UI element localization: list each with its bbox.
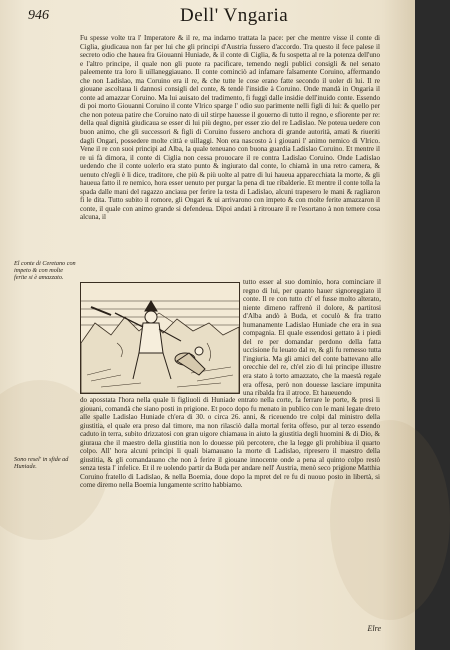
lower-text-block <box>80 396 380 606</box>
main-paragraph: Fu spesse volte tra l' Imperatore & il re, ma indarno trattata la pace: per che mentre visse il conte di Ciglia, giudicaua non far per lui che gli principi d'Austria fussero d'accordo. Tra questo il fece palese il secreto odio che hauea fra Giouanni Huniade, & il conte di Ciglia, & fu sospetta al re la potenza dell'uno e l'altro principe, il quale non gli puote ra pacificare, temendo negli publici consigli & nel senato paleemente tra loro li uillaneggiauano. Il conte cominciò ad infamare falsamente Coruino, affermando che non Ladislao, ma Coruino era il re, & che tutte le cose erano fatte secondo il uoler di lui. Il re giouane ascoltaua li dannosi consigli del conte, & tendè l'insidie à Coruino. Onde mandà in Ongaria il conte ad amazzar Coruino. Ma lui auisato del tradimento, fi fuggì dalle insidie dell'inuido conte. Essendo di poi morto Giouanni Coruino il conte Vlrico sparge l' odio suo parimente nelli figli di lui: & quello per che non poteua patire che Coruino nato di uil stirpe hauesse il gouerno di tutto il regno, e sfiorente per re: della qual dignità giudicaua se esser di lui più degno, per esser zio del re Ladislao. Ne poteua uedere con buon animo, che gli successori & figli di Coruino fussero anchora di grande autorità, amati & riueriti dagli Ongari, possedere molte città e uillaggi. Non era nascosto à i giouani l' animo nemico di Vlrico. Vene il re con suoi principi ad Alba, la quale teneuano con buona guardia Ladislao Coruino. Et mentre il re ui fà dimora, il conte di Ciglia non cessa prouocare il re contra Ladislao Coruino. Onde Ladislao uedendo che il conte uolerlo era stato punto & ingiurato dal conte, lo chiamà in una retro camera, & uenuto ch'egli è li dice, traditore, che più & più uolte al patre di lui haueua apparecchiata la morte, & gli haueua fatto il re nemico, hora esser uenuto per purgar la pena di tue ribalderie. Et mentre il conte tolla la spada dalle mani del ragazzo anciaua per ferire la testa di Ladislao, alcuni trapesero le mani & ragliaron fi le dita. Tutto subito il romore, gli Ongari & ui arrivarono con impeto & con molte ferite amazzaron il conte, il quale con animo grande si defendeua. Dipoi andati à ritrouare il re l'esortano à non temere cosa alcuna, il <box>80 34 380 222</box>
catchword: Elre <box>367 624 381 633</box>
page-title: Dell' Vngaria <box>180 5 289 26</box>
running-head <box>0 0 415 38</box>
page-number: 946 <box>28 8 49 23</box>
narrow-paragraph: tutto esser al suo dominio, hora cominciare il regno di lui, per quanto hauer signoreggiato il conte. Il re con tutto ch' el fusse molto alterato, niente dimeno raffrenò il dolore, & partitosi d'Alba andò à Buda, et coculò & fra tratto humanamente Ladislao Huniade che era in sua compagnia. El quale essendosi gettato à i piedi del re per domandar perdono della fatta uccisione fu leuato dal re, & gli fu remesso tutta l'ingiuria. Ma gli amici del conte battevano alle orecchie del re, ch'el zio di lui principe illustre era stato à torto amazzato, che la maestà regale era offesa, però non douesse lasciare impunita una ribalda fra il atroce. Et haueuendo <box>243 278 381 398</box>
marginal-note: Sono resel' in sfide ad Huniade. <box>14 456 69 471</box>
woodcut-execution-scene <box>81 283 239 393</box>
marginal-note: El conte di Ceretano con impeto & con molte ferite si è amazzato. <box>14 260 76 282</box>
woodcut-illustration <box>80 282 240 394</box>
main-text-block <box>80 34 380 278</box>
narrow-text-column <box>243 278 381 398</box>
lower-paragraph: do aposstata l'hora nella quale li figliuoli di Huniade entrato nella corte, fa ferrare le porte, & presi li giouani, comandà che siano posti in prigione. Et poco dopo fu menato in publico con le mani legate dreto alle spalle Ladislao Huniade ch'era di 30. o circa 26. anni, & riceuendo tre colpi dal ministro della giustitia, el quale era preso dal timore, ma non rilasciò dalla mortal ferita offeso, pur al terzo essendo caduto in terra, subito drizzatosi con gran uigore chiamaua in aiuto la giustitia degli huomini & di Dio, & giuraua che il maestro della giustitia non lo douesse più percotere, che la legge gli prohibiua il quarto colpo. All' hora alcuni principi li quali biamauano la morte di Ladislao, ripresero il maestro della giustitia, & gli comandauano che non à ferire il giouane innocente onde a pena al quinto colpo restò senza testa l' infelice. Et il re uolendo partir da Buda per andare nell' Austria, menò seco prigione Matthia Coruino fratello di Ladislao, & nella Boemia, doue dopo la mpret del re fu di nuouo posto in libertà, si come diremo nella Boemia lungamente scritto habbiamo. <box>80 396 380 490</box>
